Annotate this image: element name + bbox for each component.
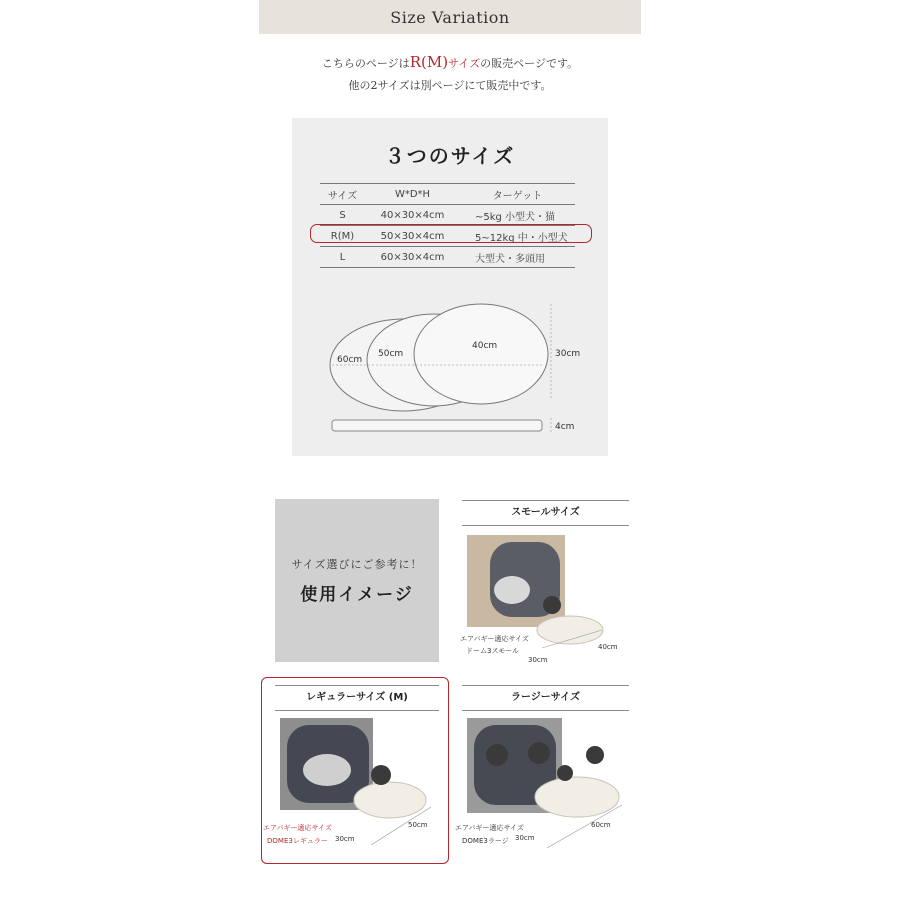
usage-title: 使用イメージ — [300, 585, 414, 605]
intro-post: の販売ページです。 — [480, 57, 579, 70]
table-row — [320, 205, 575, 226]
dog-icon — [528, 742, 550, 764]
label-60cm: 60cm — [337, 355, 363, 365]
regular-size-photo — [275, 715, 445, 855]
regular-caption-1: エアバギー適応サイズ — [263, 824, 332, 832]
small-width-label: 40cm — [598, 643, 618, 651]
regular-caption-2: DOME3レギュラー — [267, 837, 328, 845]
label-50cm: 50cm — [378, 349, 404, 359]
label-30cm: 30cm — [555, 349, 581, 359]
row-size: S — [339, 209, 346, 221]
cushion-icon — [535, 777, 619, 817]
dog-icon — [557, 765, 573, 781]
small-depth-label: 30cm — [528, 656, 548, 664]
selected-size-highlight — [310, 224, 592, 243]
row-size: L — [339, 251, 346, 263]
dog-icon — [543, 596, 561, 614]
row-target: ~5kg 小型犬・猫 — [475, 211, 556, 223]
size-table-header — [320, 184, 575, 205]
dog-icon — [586, 746, 604, 764]
size-panel-title: ３つのサイズ — [384, 144, 516, 168]
header-target: ターゲット — [492, 190, 543, 202]
large-size-photo — [462, 715, 629, 855]
regular-depth-label: 30cm — [335, 835, 355, 843]
small-caption-2: ドーム3スモール — [466, 647, 520, 655]
dog-icon — [494, 576, 530, 604]
row-size: R(M) — [330, 230, 355, 242]
intro-size: R(M) — [409, 53, 449, 71]
size-diagram — [292, 290, 608, 450]
label-4cm: 4cm — [555, 422, 575, 432]
large-size-title: ラージーサイズ — [462, 685, 629, 711]
dog-icon — [371, 765, 391, 785]
row-dimensions: 40×30×4cm — [380, 209, 445, 221]
regular-width-label: 50cm — [408, 821, 428, 829]
small-caption-1: エアバギー適応サイズ — [460, 635, 529, 643]
row-target: 大型犬・多頭用 — [475, 253, 545, 265]
intro-pre: こちらのページは — [321, 57, 410, 70]
large-caption-2: DOME3ラージ — [462, 837, 509, 845]
large-width-label: 60cm — [591, 821, 611, 829]
intro-line-1 — [259, 53, 641, 71]
small-size-title: スモールサイズ — [462, 500, 629, 526]
intro-line-2: 他の2サイズは別ページにて販売中です。 — [348, 79, 552, 92]
side-profile — [332, 420, 542, 431]
regular-size-title: レギュラーサイズ (M) — [275, 685, 439, 711]
section-title: Size Variation — [390, 7, 510, 27]
dog-icon — [303, 754, 351, 786]
header-size: サイズ — [327, 190, 358, 202]
dog-icon — [486, 744, 508, 766]
label-40cm: 40cm — [472, 341, 498, 351]
cushion-icon — [354, 782, 426, 818]
table-row — [320, 247, 575, 268]
header-dimensions: W*D*H — [394, 188, 431, 200]
row-dimensions: 60×30×4cm — [380, 251, 445, 263]
section-header — [259, 0, 641, 34]
large-depth-label: 30cm — [515, 834, 535, 842]
usage-subtitle: サイズ選びにご参考に！ — [291, 558, 423, 571]
usage-box — [275, 499, 439, 662]
oval-40cm — [414, 304, 548, 404]
row-target: 5~12kg 中・小型犬 — [475, 232, 568, 244]
row-dimensions: 50×30×4cm — [380, 230, 445, 242]
large-caption-1: エアバギー適応サイズ — [455, 824, 524, 832]
intro-size-suffix: サイズ — [448, 57, 481, 70]
